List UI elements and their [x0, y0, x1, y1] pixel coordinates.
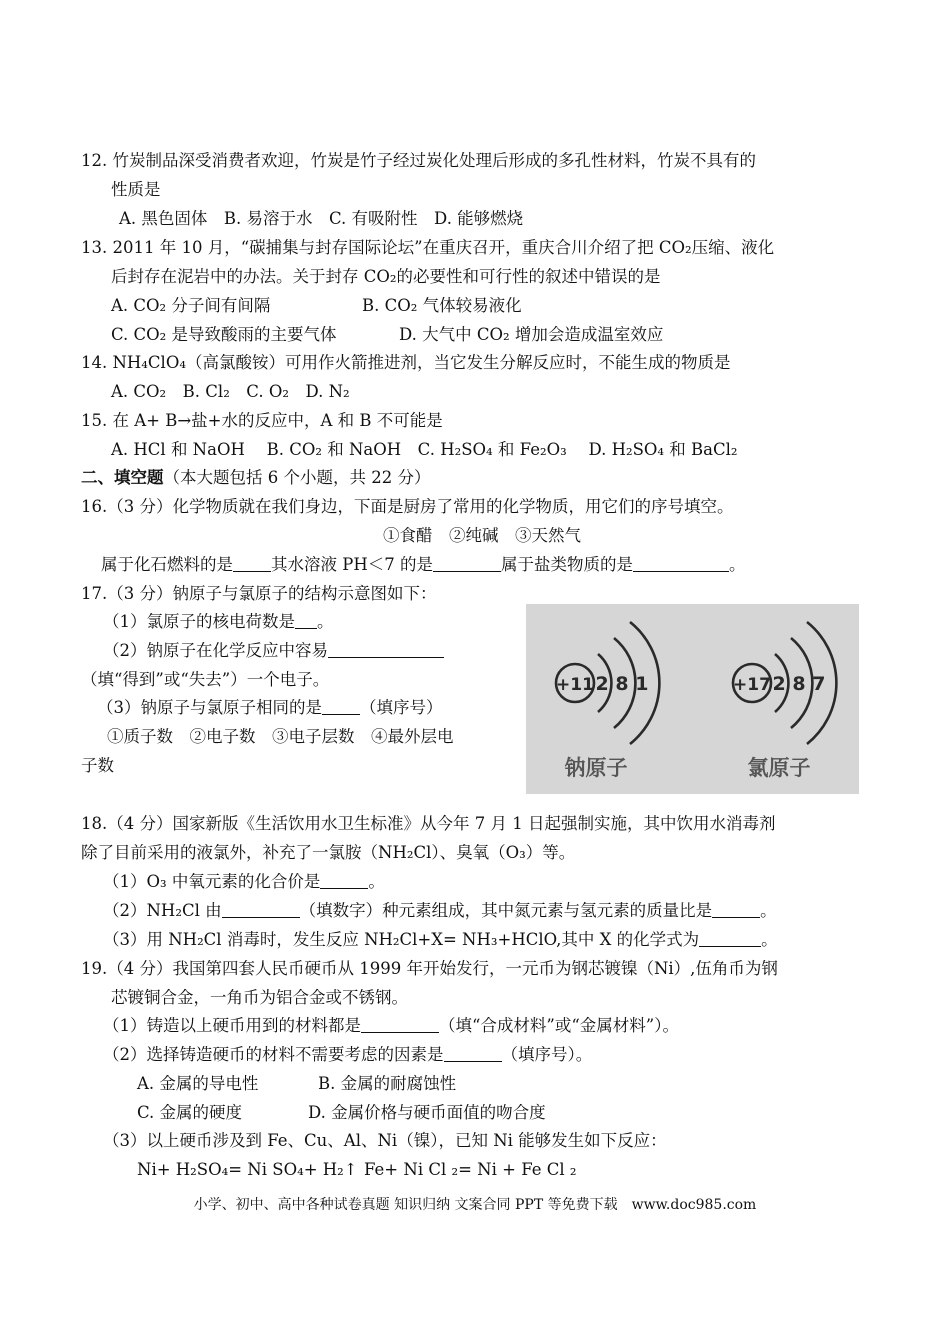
- q18-sub2-mid: （填数字）种元素组成，其中氮元素与氢元素的质量比是: [299, 901, 713, 920]
- q16-items: ①食醋 ②纯碱 ③天然气: [383, 526, 581, 545]
- chlorine-atom-label: 氯原子: [747, 756, 811, 780]
- section2-note: （本大题包括 6 个小题，共 22 分）: [163, 468, 431, 487]
- q19-blank-1[interactable]: [361, 1016, 439, 1033]
- q16-blank-2[interactable]: [433, 555, 501, 572]
- q19-option-a: A. 金属的导电性: [137, 1074, 259, 1093]
- q13-option-c: C. CO₂ 是导致酸雨的主要气体: [111, 325, 337, 344]
- q14-stem: 14. NH₄ClO₄（高氯酸铵）可用作火箭推进剂，当它发生分解反应时，不能生成的物质是: [81, 353, 731, 372]
- q18-sub1-text: （1）O₃ 中氧元素的化合价是: [103, 872, 321, 891]
- q14-options: A. CO₂ B. Cl₂ C. O₂ D. N₂: [111, 382, 350, 401]
- section2-title: 二、填空题: [81, 468, 164, 487]
- q19-blank-2[interactable]: [444, 1045, 502, 1062]
- q13-option-b: B. CO₂ 气体较易液化: [362, 296, 522, 315]
- q19-option-d: D. 金属价格与硬币面值的吻合度: [308, 1103, 546, 1122]
- q19-stem-line1: 19.（4 分）我国第四套人民币硬币从 1999 年开始发行，一元币为钢芯镀镍（Ni）,伍角币为钢: [81, 959, 778, 978]
- q19-sub1-hint: （填“合成材料”或“金属材料”）。: [439, 1016, 679, 1035]
- q18-sub3-text: （3）用 NH₂Cl 消毒时，发生反应 NH₂Cl+X= NH₃+HClO,其中 X 的化学式为: [103, 930, 700, 949]
- q19-sub2-hint: （填序号）。: [501, 1045, 593, 1064]
- atom-diagram-svg: [526, 604, 859, 794]
- q16-blank-1[interactable]: [233, 555, 271, 572]
- q17-sub1-end: 。: [317, 612, 334, 631]
- q17-sub3: [97, 698, 443, 718]
- q17-options-line2: 子数: [81, 756, 114, 775]
- q18-stem-line2: 除了目前采用的液氯外，补充了一氯胺（NH₂Cl）、臭氧（O₃）等。: [81, 843, 576, 862]
- q18-stem-line1: 18.（4 分）国家新版《生活饮用水卫生标准》从今年 7 月 1 日起强制实施，其中饮用水消毒剂: [81, 814, 776, 833]
- q19-option-c: C. 金属的硬度: [137, 1103, 243, 1122]
- sodium-nucleus-charge: +11: [556, 675, 594, 695]
- q17-stem: 17.（3 分）钠原子与氯原子的结构示意图如下：: [81, 584, 437, 603]
- chlorine-electron-shells: 2 8 7: [772, 673, 826, 695]
- q19-equation-1: Ni+ H₂SO₄= Ni SO₄+ H₂↑: [137, 1160, 358, 1179]
- q15-stem: 15. 在 A+ B→盐+水的反应中，A 和 B 不可能是: [81, 411, 443, 430]
- q18-sub2-end: 。: [760, 901, 777, 920]
- q18-blank-3[interactable]: [712, 901, 760, 918]
- q17-sub2: [103, 641, 444, 661]
- q13-stem-line2: 后封存在泥岩中的办法。关于封存 CO₂的必要性和可行性的叙述中错误的是: [111, 267, 661, 286]
- q15-options: A. HCl 和 NaOH B. CO₂ 和 NaOH C. H₂SO₄ 和 Fe₂O₃ D. H₂SO₄ 和 BaCl₂: [111, 440, 738, 459]
- q18-sub1: [103, 872, 385, 892]
- q16-blank-3[interactable]: [633, 555, 729, 572]
- page-footer: 小学、初中、高中各种试卷真题 知识归纳 文案合同 PPT 等免费下载 www.doc985.com: [193, 1197, 757, 1213]
- q12-options: A. 黑色固体 B. 易溶于水 C. 有吸附性 D. 能够燃烧: [119, 209, 524, 228]
- q16-fill-line: [101, 555, 745, 575]
- q16-prompt-salt: 属于盐类物质的是: [500, 555, 633, 574]
- q18-sub3: [103, 930, 778, 950]
- sodium-electron-shells: 2 8 1: [595, 673, 649, 695]
- section2-heading: [81, 468, 430, 488]
- q16-end: 。: [728, 555, 746, 574]
- q18-blank-2[interactable]: [222, 901, 300, 918]
- q17-options-line1: ①质子数 ②电子数 ③电子层数 ④最外层电: [107, 727, 454, 746]
- q19-sub2-text: （2）选择铸造硬币的材料不需要考虑的因素是: [103, 1045, 444, 1064]
- q17-blank-2[interactable]: [328, 641, 444, 658]
- q13-option-d: D. 大气中 CO₂ 增加会造成温室效应: [399, 325, 664, 344]
- q18-sub3-end: 。: [761, 930, 778, 949]
- q13-stem-line1: 13. 2011 年 10 月，“碳捕集与封存国际论坛”在重庆召开，重庆合川介绍了把 CO₂压缩、液化: [81, 238, 775, 257]
- q19-sub2: [103, 1045, 592, 1065]
- q18-blank-4[interactable]: [699, 930, 761, 947]
- q12-stem-line1: 12. 竹炭制品深受消费者欢迎，竹炭是竹子经过炭化处理后形成的多孔性材料，竹炭不具有的: [81, 151, 756, 170]
- q17-sub1-text: （1）氯原子的核电荷数是: [103, 612, 295, 631]
- chlorine-nucleus-charge: +17: [733, 675, 771, 695]
- q17-sub2-text: （2）钠原子在化学反应中容易: [103, 641, 328, 660]
- q13-option-a: A. CO₂ 分子间有间隔: [111, 296, 271, 315]
- q16-stem: 16.（3 分）化学物质就在我们身边，下面是厨房了常用的化学物质，用它们的序号填空。: [81, 497, 734, 516]
- q17-blank-3[interactable]: [322, 698, 360, 715]
- q16-prompt-ph: 其水溶液 PH＜7 的是: [271, 555, 433, 574]
- q17-sub3-hint: （填序号）: [360, 698, 443, 717]
- q19-option-b: B. 金属的耐腐蚀性: [318, 1074, 457, 1093]
- q17-blank-1[interactable]: [295, 612, 317, 629]
- q19-stem-line2: 芯镀铜合金，一角币为铝合金或不锈钢。: [111, 988, 408, 1007]
- q18-sub2: [103, 901, 777, 921]
- q16-prompt-fossil: 属于化石燃料的是: [101, 555, 233, 574]
- q18-sub1-end: 。: [368, 872, 385, 891]
- sodium-atom-label: 钠原子: [564, 756, 628, 780]
- q17-sub1: [103, 612, 334, 632]
- q18-blank-1[interactable]: [320, 872, 368, 889]
- q19-sub1-text: （1）铸造以上硬币用到的材料都是: [103, 1016, 361, 1035]
- q12-stem-line2: 性质是: [111, 180, 161, 199]
- q18-sub2-text: （2）NH₂Cl 由: [103, 901, 222, 920]
- q19-sub1: [103, 1016, 679, 1036]
- q19-equation-2: Fe+ Ni Cl ₂= Ni + Fe Cl ₂: [364, 1160, 577, 1179]
- q17-sub2-hint: （填“得到”或“失去”）一个电子。: [81, 670, 330, 689]
- q19-sub3: （3）以上硬币涉及到 Fe、Cu、Al、Ni（镍），已知 Ni 能够发生如下反应：: [103, 1131, 667, 1150]
- atom-structure-diagram: [526, 604, 859, 794]
- q17-sub3-text: （3）钠原子与氯原子相同的是: [97, 698, 322, 717]
